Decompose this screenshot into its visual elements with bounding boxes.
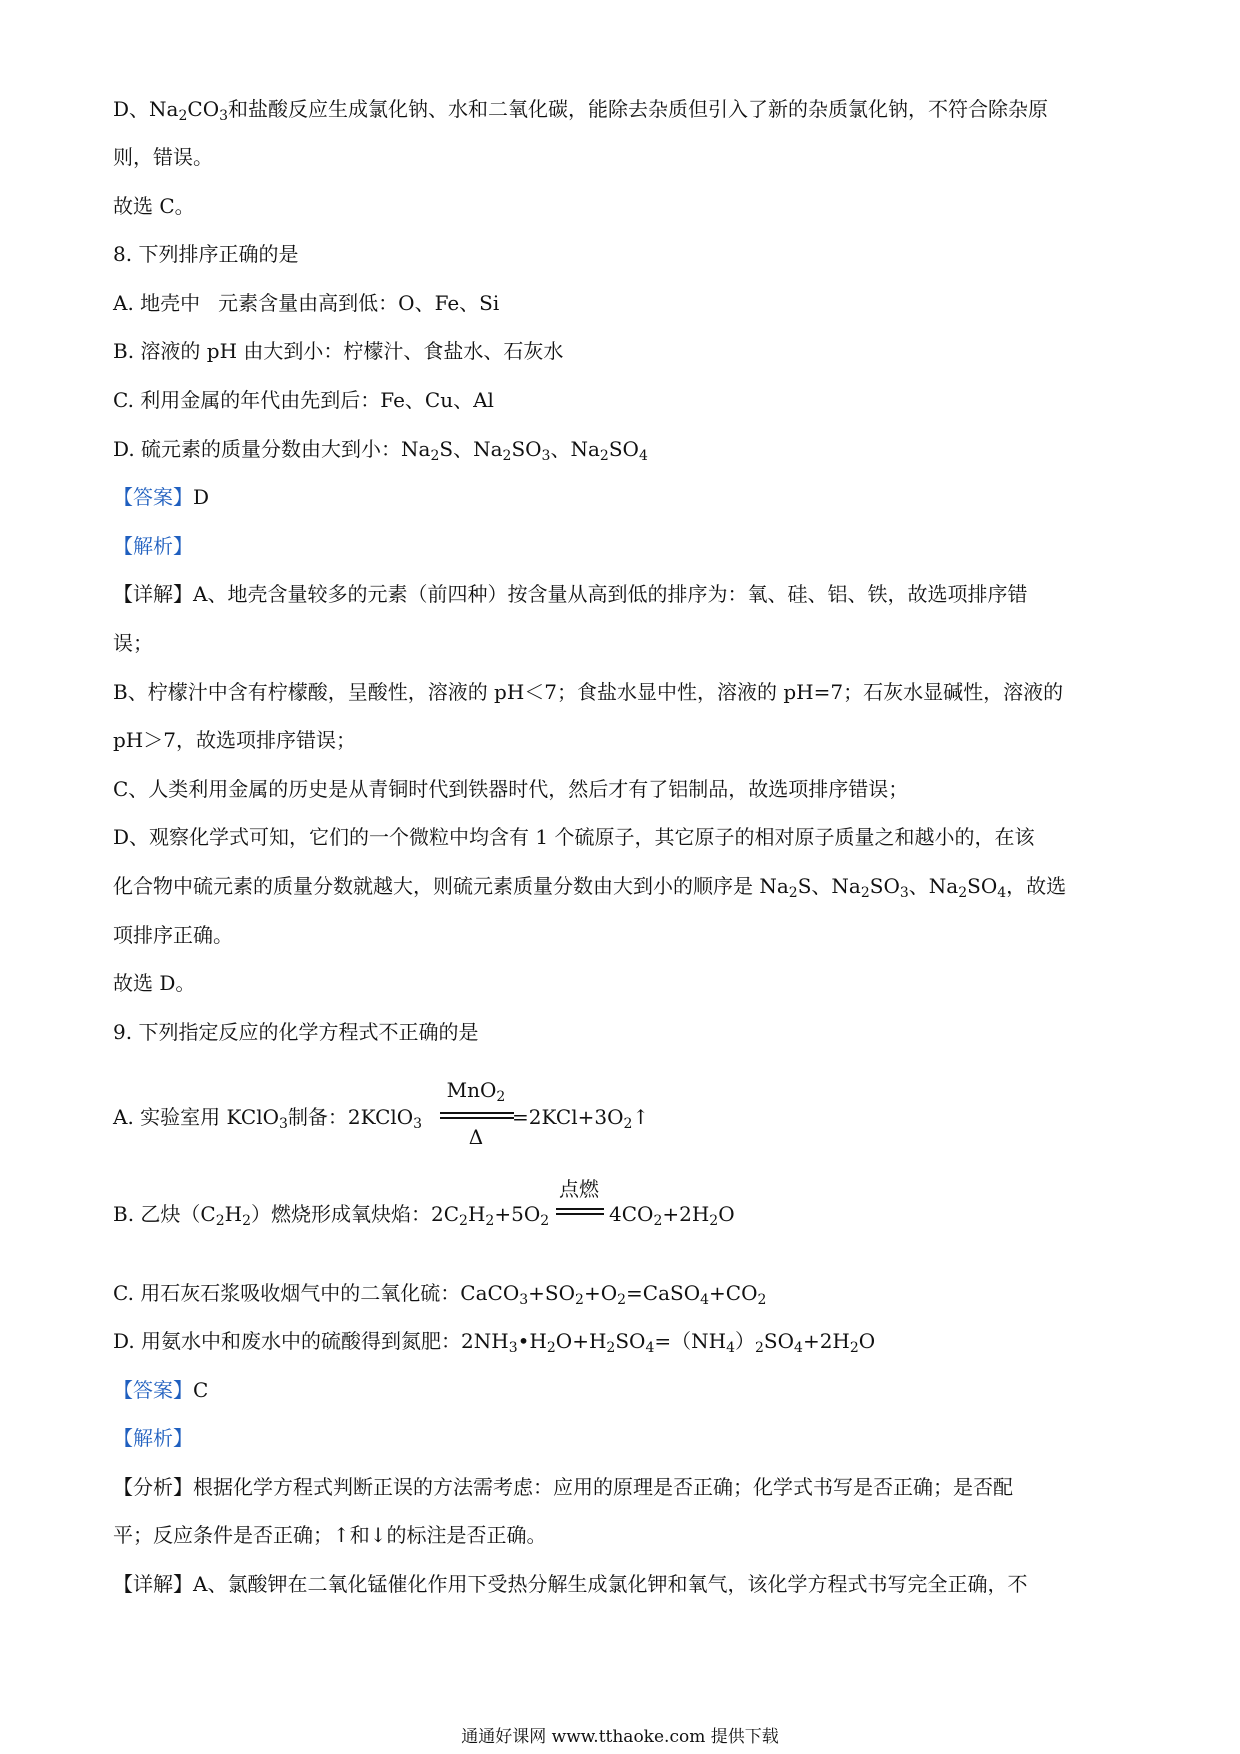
q9-opta-catalyst: MnO <box>446 1078 497 1102</box>
q8-detail-c: C、人类利用金属的历史是从青铜时代到铁器时代，然后才有了铝制品，故选项排序错误； <box>113 777 909 801</box>
q8-optd-text: D. 硫元素的质量分数由大到小：Na <box>113 437 431 461</box>
q9-optb-products-text: 4CO <box>609 1202 654 1226</box>
q9-stem: 9. 下列指定反应的化学方程式不正确的是 <box>113 1020 479 1044</box>
q9-detail-a <box>113 1571 1027 1597</box>
q7-optd-text-1: D、Na <box>113 97 179 121</box>
q9-opta-products-text: =2KCl+3O <box>512 1105 624 1129</box>
q8-detail-d2-text: 化合物中硫元素的质量分数就越大，则硫元素质量分数由大到小的顺序是 Na <box>113 874 789 898</box>
q9-option-a: A. 实验室用 KClO$_3$制备：2KClO$_3$ <box>113 1105 423 1132</box>
q9-opta-text-1: A. 实验室用 KClO <box>113 1105 280 1129</box>
q8-option-d: D. 硫元素的质量分数由大到小：$Na_2S$、$Na_2SO_3$、$Na_2SO_4$ <box>113 437 648 464</box>
q9-analysis-text: 根据化学方程式判断正误的方法需考虑：应用的原理是否正确；化学式书写是否正确；是否配 <box>193 1475 1013 1499</box>
answer-tag: 【答案】 <box>113 1378 193 1402</box>
q8-answer <box>113 484 209 510</box>
q7-option-d: D、$Na_2CO_3$和盐酸反应生成氯化钠、水和二氧化碳，能除去杂质但引入了新的杂质氯化钠，不符合除杂原 <box>113 97 1049 124</box>
q9-answer <box>113 1377 208 1403</box>
q8-stem: 8. 下列排序正确的是 <box>113 242 299 266</box>
q8-detail-d2-end: ，故选 <box>1006 874 1067 898</box>
q7-optd-text-2: 和盐酸反应生成氯化钠、水和二氧化碳，能除去杂质但引入了新的杂质氯化钠，不符合除杂原 <box>228 97 1049 121</box>
q9-optd-text: D. 用氨水中和废水中的硫酸得到氮肥：2NH <box>113 1329 509 1353</box>
q9-optb-equals-line <box>556 1208 604 1215</box>
answer-value: D <box>193 485 210 509</box>
q8-detail-a <box>113 581 1027 607</box>
q8-opta-1: A. 地壳中 <box>113 291 201 315</box>
detail-tag: 【详解】 <box>113 582 193 606</box>
detail-tag: 【详解】 <box>113 1572 193 1596</box>
q8-conclusion: 故选 D。 <box>113 971 196 995</box>
q8-detail-b: B、柠檬汁中含有柠檬酸，呈酸性，溶液的 pH＜7；食盐水显中性，溶液的 pH=7；石灰水显碱性，溶液的 <box>113 680 1064 704</box>
q9-optb-products: $4CO_2+2H_2O$ <box>609 1202 735 1229</box>
q8-option-a <box>113 290 499 316</box>
q9-optb-text-1: B. 乙炔（C <box>113 1202 216 1226</box>
q9-detail-a-text: A、氯酸钾在二氧化锰催化作用下受热分解生成氯化钾和氧气，该化学方程式书写完全正确，不 <box>193 1572 1028 1596</box>
q9-analysis-cont: 平；反应条件是否正确；↑和↓的标注是否正确。 <box>113 1523 547 1547</box>
gas-arrow-icon: ↑ <box>632 1105 650 1129</box>
q9-optb-text-2: ）燃烧形成氧炔焰：2C <box>251 1202 460 1226</box>
q7-optd-co: CO <box>187 97 220 121</box>
q8-opta-2: 元素含量由高到低：O、Fe、Si <box>218 291 500 315</box>
q9-option-b: B. 乙炔$(C_2H_2)$燃烧形成氧炔焰：$2C_2H_2+5O_2$ <box>113 1202 550 1229</box>
q8-detail-a-text: A、地壳含量较多的元素（前四种）按含量从高到低的排序为：氧、硅、铝、铁，故选项排序错 <box>193 582 1028 606</box>
q9-analysis-tag: 【解析】 <box>113 1426 193 1450</box>
q8-option-b: B. 溶液的 pH 由大到小：柠檬汁、食盐水、石灰水 <box>113 339 564 363</box>
q9-analysis <box>113 1474 1013 1500</box>
answer-value: C <box>193 1378 209 1402</box>
q8-analysis-tag: 【解析】 <box>113 534 193 558</box>
q9-optb-condition: 点燃 <box>559 1177 599 1201</box>
page-footer: 通通好课网 www.tthaoke.com 提供下载 <box>461 1727 779 1747</box>
q8-detail-d-cont: 化合物中硫元素的质量分数就越大，则硫元素质量分数由大到小的顺序是 $Na_2S$、$Na_2SO_3$、$Na_2SO_4$，故选 <box>113 874 1067 901</box>
q8-option-c: C. 利用金属的年代由先到后：Fe、Cu、Al <box>113 388 494 412</box>
q8-detail-d: D、观察化学式可知，它们的一个微粒中均含有 1 个硫原子，其它原子的相对原子质量之和越小的，在该 <box>113 825 1035 849</box>
q8-detail-d-cont2: 项排序正确。 <box>113 923 233 947</box>
q9-opta-condition-top: MnO$_2$ <box>446 1078 506 1105</box>
analysis-label: 【分析】 <box>113 1475 193 1499</box>
q9-opta-text-2: 制备：2KClO <box>287 1105 414 1129</box>
q9-opta-products: $=2KCl+3O_2↑$ <box>512 1105 650 1132</box>
q9-optc-text: C. 用石灰石浆吸收烟气中的二氧化硫：CaCO <box>113 1281 520 1305</box>
q9-option-d: D. 用氨水中和废水中的硫酸得到氮肥：$2NH_3•H_2O+H_2SO_4=(NH_4)_2SO_4+2H_2O$ <box>113 1329 876 1356</box>
q7-option-d-cont: 则，错误。 <box>113 145 213 169</box>
q9-opta-equals-line <box>440 1112 514 1119</box>
q8-detail-a-cont: 误； <box>113 631 153 655</box>
answer-tag: 【答案】 <box>113 485 193 509</box>
q7-conclusion: 故选 C。 <box>113 194 195 218</box>
q9-option-c: C. 用石灰石浆吸收烟气中的二氧化硫：$CaCO_3+SO_2+O_2=CaSO_4+CO_2$ <box>113 1281 767 1308</box>
q9-opta-condition-bottom: Δ <box>468 1125 484 1149</box>
q8-detail-b-cont: pH＞7，故选项排序错误； <box>113 728 356 752</box>
